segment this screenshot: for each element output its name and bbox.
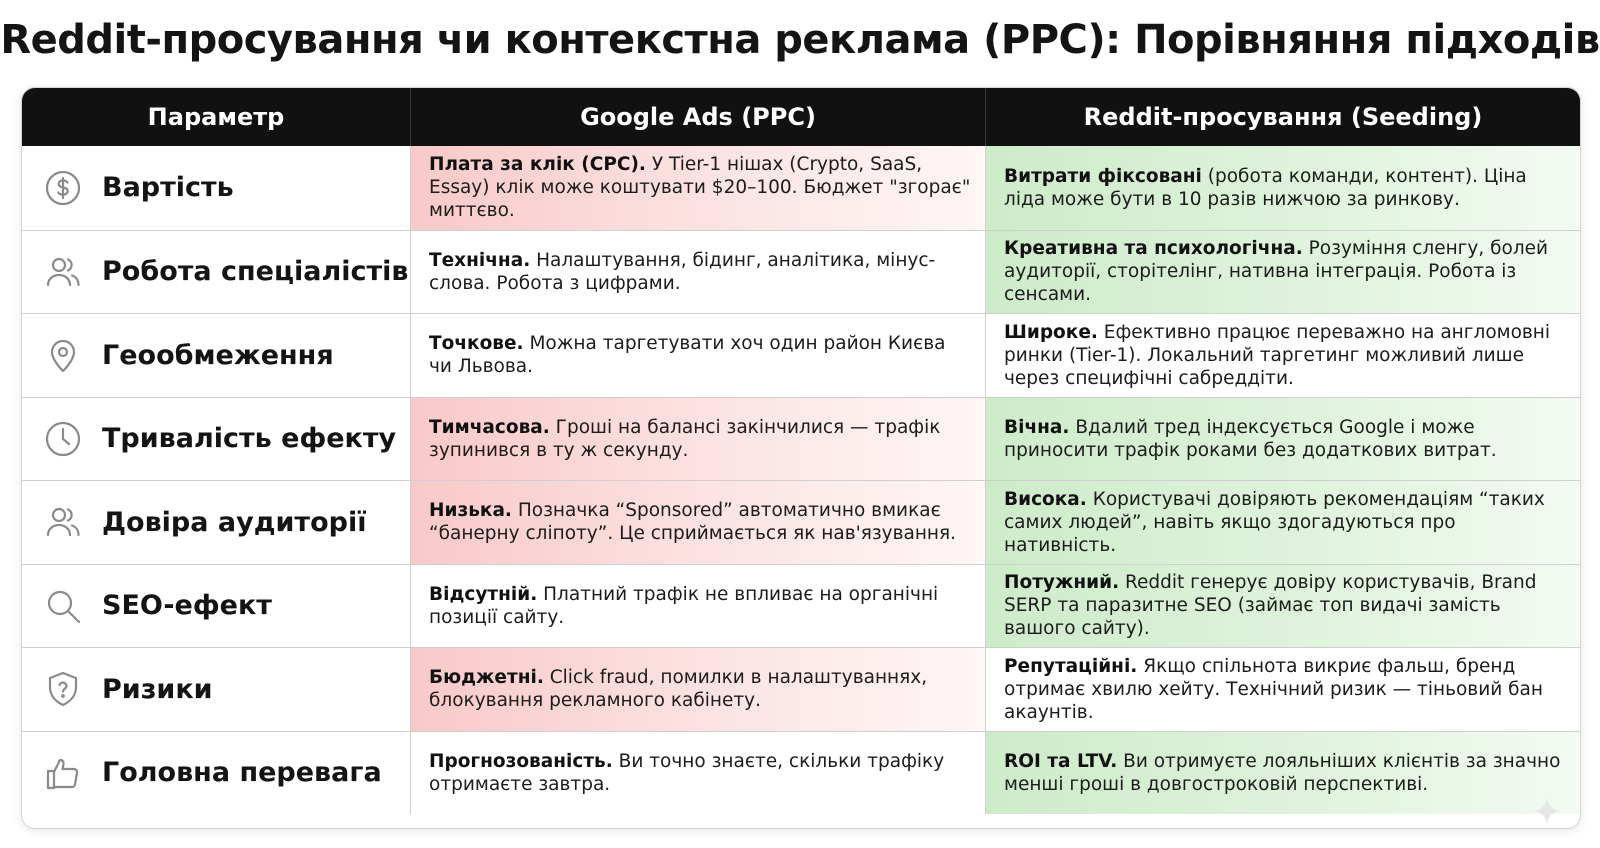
param-label: Головна перевага	[102, 757, 382, 789]
param-cell	[22, 231, 410, 314]
ppc-description: Можна таргетувати хоч один район Києва чи Львова.	[429, 333, 946, 378]
reddit-text	[1004, 655, 1566, 724]
reddit-text	[1004, 750, 1566, 796]
reddit-verdict: Витрати фіксовані	[1004, 165, 1202, 187]
reddit-description: Reddit генерує довіру користувачів, Brand SERP та паразитне SEO (займає топ видачі замість вашого сайту).	[1004, 572, 1537, 640]
table-row	[22, 146, 1580, 230]
table-header	[22, 88, 1580, 146]
reddit-cell	[985, 146, 1580, 230]
reddit-verdict: Широке.	[1004, 321, 1098, 343]
reddit-text	[1004, 165, 1566, 211]
ppc-verdict: Низька.	[429, 500, 512, 522]
ppc-description: Позначка “Sponsored” автоматично вмикає “банерну сліпоту”. Це сприймається як нав'язування.	[429, 500, 957, 545]
thumbs-up-icon	[44, 754, 82, 792]
header-reddit: Reddit-просування (Seeding)	[985, 88, 1580, 146]
shield-question-icon	[44, 670, 82, 708]
map-pin-icon	[44, 336, 82, 374]
users-icon	[44, 503, 82, 541]
comparison-table	[21, 87, 1581, 829]
dollar-coin-icon	[44, 169, 82, 207]
ppc-text	[429, 666, 971, 712]
reddit-verdict: ROI та LTV.	[1004, 750, 1118, 772]
reddit-verdict: Потужний.	[1004, 572, 1120, 594]
ppc-verdict: Відсутній.	[429, 583, 538, 605]
reddit-text	[1004, 571, 1566, 640]
reddit-cell	[985, 732, 1580, 815]
param-label: Ризики	[102, 673, 213, 705]
reddit-text	[1004, 237, 1566, 306]
table-row	[22, 647, 1580, 731]
ppc-verdict: Тимчасова.	[429, 416, 550, 438]
ppc-text	[429, 249, 971, 295]
ppc-cell	[410, 648, 985, 731]
reddit-cell	[985, 398, 1580, 481]
ppc-cell	[410, 565, 985, 648]
ppc-description: У Tier-1 нішах (Crypto, SaaS, Essay) клік може коштувати $20–100. Бюджет "згорає" миттєво.	[429, 154, 971, 222]
users-icon	[44, 253, 82, 291]
ppc-cell	[410, 481, 985, 564]
reddit-description: (робота команди, контент). Ціна ліда може бути в 10 разів нижчою за ринкову.	[1004, 165, 1527, 210]
ppc-text	[429, 332, 971, 378]
reddit-cell	[985, 481, 1580, 564]
reddit-description: Вдалий тред індексується Google і може приносити трафік роками без додаткових витрат.	[1004, 416, 1497, 461]
header-ppc: Google Ads (PPC)	[410, 88, 985, 146]
param-label: SEO-ефект	[102, 590, 272, 622]
reddit-verdict: Репутаційні.	[1004, 655, 1138, 677]
ppc-cell	[410, 314, 985, 397]
param-cell	[22, 565, 410, 648]
sparkle-icon	[1532, 796, 1562, 826]
page-title: Reddit-просування чи контекстна реклама (PPC): Порівняння підходів	[0, 17, 1600, 63]
ppc-verdict: Бюджетні.	[429, 667, 544, 689]
reddit-cell	[985, 231, 1580, 314]
ppc-cell	[410, 398, 985, 481]
reddit-description: Розуміння сленгу, болей аудиторії, сторітелінг, нативна інтеграція. Робота із сенсами.	[1004, 238, 1549, 306]
reddit-verdict: Висока.	[1004, 488, 1087, 510]
param-label: Вартість	[102, 172, 234, 204]
table-row	[22, 230, 1580, 314]
ppc-cell	[410, 231, 985, 314]
ppc-description: Платний трафік не впливає на органічні позиції сайту.	[429, 583, 939, 628]
clock-icon	[44, 420, 82, 458]
reddit-verdict: Вічна.	[1004, 416, 1070, 438]
ppc-description: Ви точно знаєте, скільки трафіку отримаєте завтра.	[429, 750, 945, 795]
reddit-description: Якщо спільнота викриє фальш, бренд отримає хвилю хейту. Технічний ризик — тіньовий бан акаунтів.	[1004, 655, 1543, 723]
ppc-description: Налаштування, бідинг, аналітика, мінус-слова. Робота з цифрами.	[429, 249, 936, 294]
ppc-cell	[410, 146, 985, 230]
param-cell	[22, 398, 410, 481]
ppc-cell	[410, 732, 985, 815]
reddit-cell	[985, 648, 1580, 731]
reddit-description: Ефективно працює переважно на англомовні ринки (Tier-1). Локальний таргетинг можливий лише через специфічні сабреддіти.	[1004, 321, 1551, 389]
ppc-verdict: Точкове.	[429, 333, 524, 355]
reddit-cell	[985, 565, 1580, 648]
table-row	[22, 397, 1580, 481]
param-label: Геообмеження	[102, 339, 334, 371]
reddit-description: Користувачі довіряють рекомендаціям “таких самих людей”, навіть якщо здогадуються про нативність.	[1004, 488, 1545, 556]
reddit-description: Ви отримуєте лояльніших клієнтів за значно менші гроші в довгостроковій перспективі.	[1004, 750, 1561, 795]
param-cell	[22, 481, 410, 564]
ppc-verdict: Прогнозованість.	[429, 750, 613, 772]
ppc-description: Click fraud, помилки в налаштуваннях, блокування рекламного кабінету.	[429, 667, 928, 712]
param-label: Тривалість ефекту	[102, 423, 397, 455]
param-label: Робота спеціалістів	[102, 256, 409, 288]
reddit-text	[1004, 416, 1566, 462]
param-cell	[22, 314, 410, 397]
reddit-text	[1004, 321, 1566, 390]
table-row	[22, 480, 1580, 564]
param-cell	[22, 146, 410, 230]
ppc-text	[429, 583, 971, 629]
ppc-verdict: Технічна.	[429, 249, 531, 271]
ppc-verdict: Плата за клік (CPC).	[429, 154, 646, 176]
table-row	[22, 731, 1580, 815]
table-row	[22, 313, 1580, 397]
ppc-text	[429, 499, 971, 545]
param-cell	[22, 648, 410, 731]
ppc-description: Гроші на балансі закінчилися — трафік зупинився в ту ж секунду.	[429, 416, 941, 461]
ppc-text	[429, 416, 971, 462]
reddit-verdict: Креативна та психологічна.	[1004, 238, 1303, 260]
header-param: Параметр	[147, 103, 285, 131]
table-body	[22, 146, 1580, 814]
ppc-text	[429, 153, 971, 222]
param-label: Довіра аудиторії	[102, 506, 367, 538]
reddit-text	[1004, 488, 1566, 557]
reddit-cell	[985, 314, 1580, 397]
table-row	[22, 564, 1580, 648]
param-cell	[22, 732, 410, 815]
ppc-text	[429, 750, 971, 796]
search-icon	[44, 587, 82, 625]
